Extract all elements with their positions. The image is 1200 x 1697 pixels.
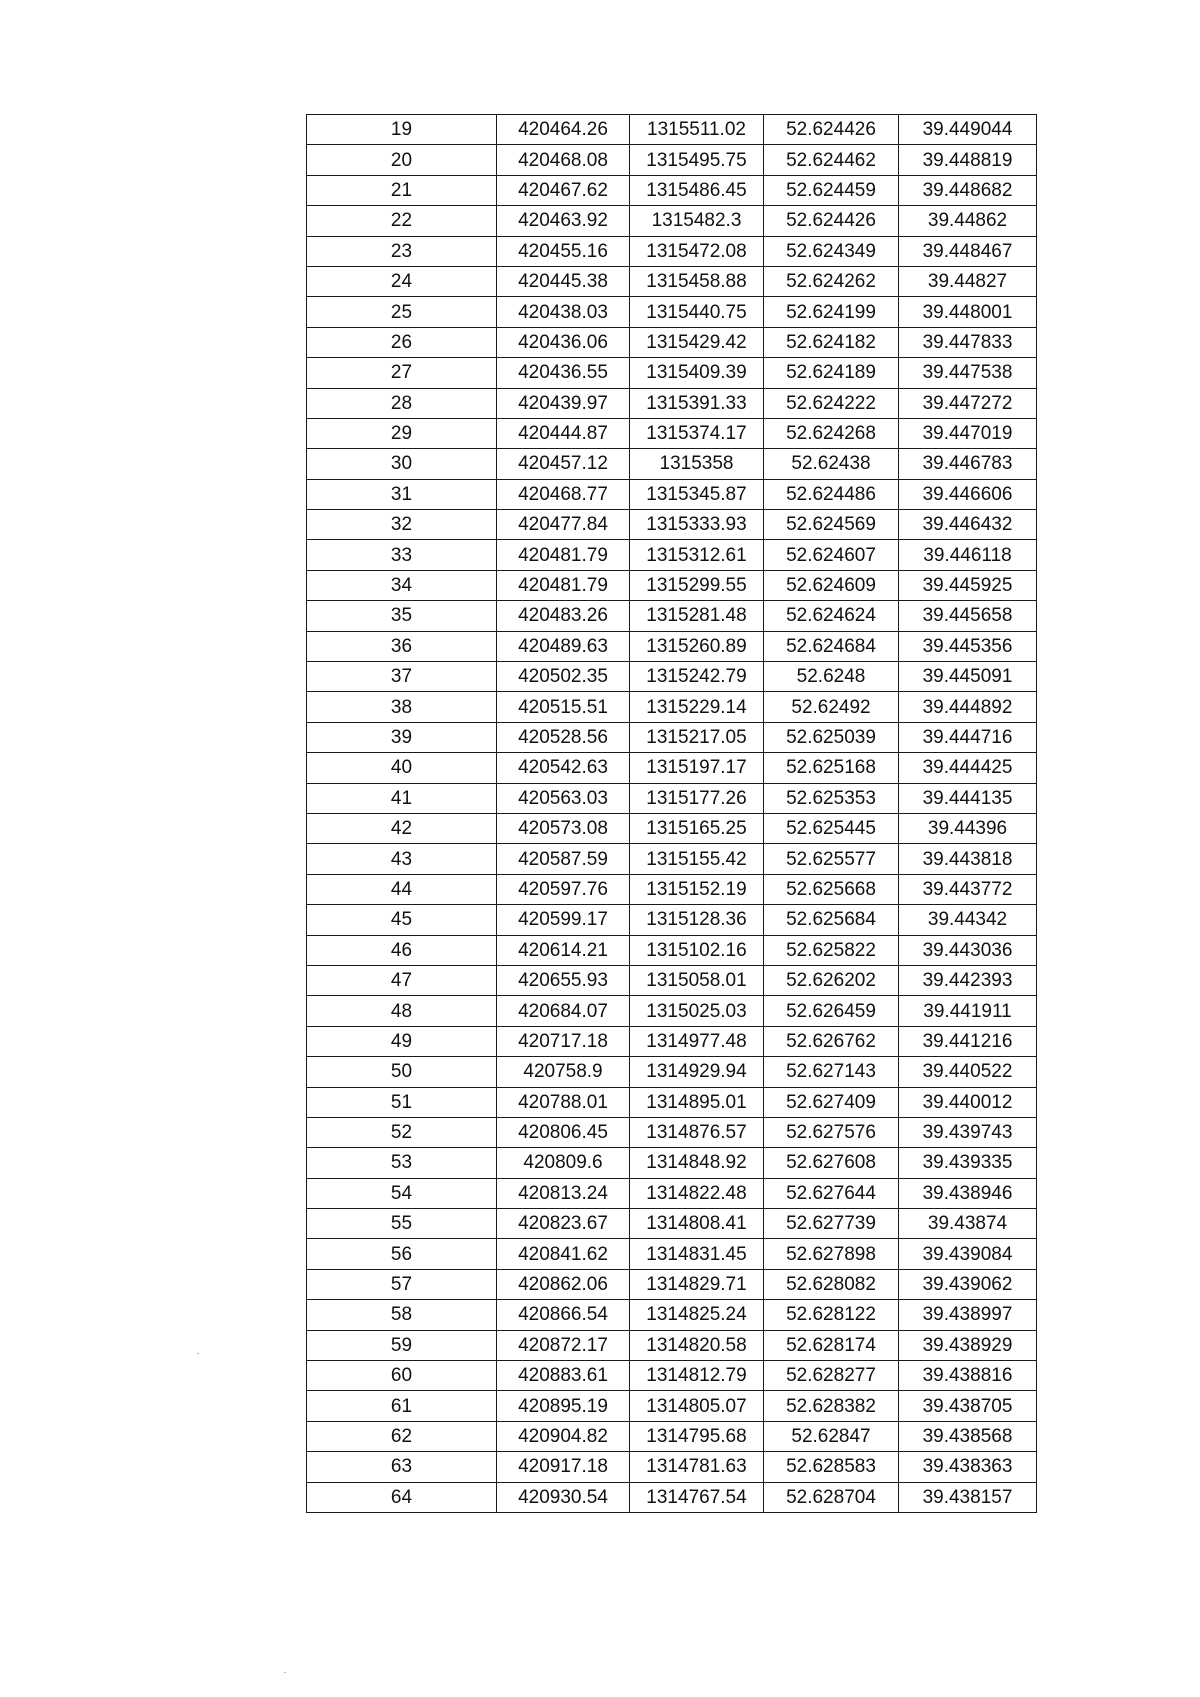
y-coordinate-cell: 1315242.79: [630, 662, 764, 692]
longitude-cell: 39.443818: [899, 844, 1037, 874]
x-coordinate-cell: 420468.08: [497, 145, 630, 175]
latitude-cell: 52.624684: [764, 631, 899, 661]
latitude-cell: 52.624426: [764, 115, 899, 145]
y-coordinate-cell: 1314929.94: [630, 1057, 764, 1087]
y-coordinate-cell: 1315312.61: [630, 540, 764, 570]
table-row: [307, 996, 1037, 1026]
y-coordinate-cell: 1315495.75: [630, 145, 764, 175]
x-coordinate-cell: 420481.79: [497, 540, 630, 570]
point-number-cell: 44: [307, 874, 497, 904]
x-coordinate-cell: 420883.61: [497, 1361, 630, 1391]
table-row: [307, 145, 1037, 175]
longitude-cell: 39.439084: [899, 1239, 1037, 1269]
table-row: [307, 570, 1037, 600]
x-coordinate-cell: 420717.18: [497, 1026, 630, 1056]
table-row: [307, 1300, 1037, 1330]
latitude-cell: 52.628277: [764, 1361, 899, 1391]
latitude-cell: 52.628082: [764, 1269, 899, 1299]
y-coordinate-cell: 1315177.26: [630, 783, 764, 813]
table-row: [307, 236, 1037, 266]
point-number-cell: 37: [307, 662, 497, 692]
longitude-cell: 39.448682: [899, 175, 1037, 205]
point-number-cell: 39: [307, 722, 497, 752]
x-coordinate-cell: 420788.01: [497, 1087, 630, 1117]
table-row: [307, 1330, 1037, 1360]
y-coordinate-cell: 1314767.54: [630, 1482, 764, 1512]
y-coordinate-cell: 1315025.03: [630, 996, 764, 1026]
y-coordinate-cell: 1315152.19: [630, 874, 764, 904]
latitude-cell: 52.626202: [764, 965, 899, 995]
table-row: [307, 327, 1037, 357]
y-coordinate-cell: 1315486.45: [630, 175, 764, 205]
point-number-cell: 57: [307, 1269, 497, 1299]
point-number-cell: 32: [307, 510, 497, 540]
point-number-cell: 59: [307, 1330, 497, 1360]
longitude-cell: 39.445356: [899, 631, 1037, 661]
latitude-cell: 52.62438: [764, 449, 899, 479]
coordinates-table: [306, 114, 1037, 1513]
point-number-cell: 40: [307, 753, 497, 783]
table-row: [307, 1057, 1037, 1087]
longitude-cell: 39.445658: [899, 601, 1037, 631]
y-coordinate-cell: 1315229.14: [630, 692, 764, 722]
latitude-cell: 52.625822: [764, 935, 899, 965]
longitude-cell: 39.446118: [899, 540, 1037, 570]
point-number-cell: 26: [307, 327, 497, 357]
x-coordinate-cell: 420528.56: [497, 722, 630, 752]
y-coordinate-cell: 1315299.55: [630, 570, 764, 600]
point-number-cell: 29: [307, 418, 497, 448]
latitude-cell: 52.625577: [764, 844, 899, 874]
latitude-cell: 52.627644: [764, 1178, 899, 1208]
latitude-cell: 52.627739: [764, 1209, 899, 1239]
longitude-cell: 39.449044: [899, 115, 1037, 145]
x-coordinate-cell: 420445.38: [497, 266, 630, 296]
latitude-cell: 52.624486: [764, 479, 899, 509]
x-coordinate-cell: 420436.06: [497, 327, 630, 357]
latitude-cell: 52.62847: [764, 1421, 899, 1451]
latitude-cell: 52.628583: [764, 1452, 899, 1482]
y-coordinate-cell: 1314831.45: [630, 1239, 764, 1269]
point-number-cell: 63: [307, 1452, 497, 1482]
point-number-cell: 30: [307, 449, 497, 479]
x-coordinate-cell: 420862.06: [497, 1269, 630, 1299]
point-number-cell: 35: [307, 601, 497, 631]
longitude-cell: 39.443036: [899, 935, 1037, 965]
point-number-cell: 52: [307, 1117, 497, 1147]
table-row: [307, 874, 1037, 904]
latitude-cell: 52.624222: [764, 388, 899, 418]
longitude-cell: 39.448001: [899, 297, 1037, 327]
y-coordinate-cell: 1314895.01: [630, 1087, 764, 1117]
point-number-cell: 62: [307, 1421, 497, 1451]
y-coordinate-cell: 1314848.92: [630, 1148, 764, 1178]
point-number-cell: 54: [307, 1178, 497, 1208]
point-number-cell: 55: [307, 1209, 497, 1239]
x-coordinate-cell: 420481.79: [497, 570, 630, 600]
point-number-cell: 50: [307, 1057, 497, 1087]
latitude-cell: 52.627898: [764, 1239, 899, 1269]
table-row: [307, 358, 1037, 388]
x-coordinate-cell: 420563.03: [497, 783, 630, 813]
y-coordinate-cell: 1315482.3: [630, 206, 764, 236]
table-row: [307, 1361, 1037, 1391]
point-number-cell: 24: [307, 266, 497, 296]
x-coordinate-cell: 420809.6: [497, 1148, 630, 1178]
longitude-cell: 39.445091: [899, 662, 1037, 692]
x-coordinate-cell: 420515.51: [497, 692, 630, 722]
table-row: [307, 418, 1037, 448]
longitude-cell: 39.438816: [899, 1361, 1037, 1391]
point-number-cell: 28: [307, 388, 497, 418]
latitude-cell: 52.625039: [764, 722, 899, 752]
x-coordinate-cell: 420502.35: [497, 662, 630, 692]
longitude-cell: 39.44342: [899, 905, 1037, 935]
latitude-cell: 52.624349: [764, 236, 899, 266]
longitude-cell: 39.440522: [899, 1057, 1037, 1087]
y-coordinate-cell: 1314977.48: [630, 1026, 764, 1056]
point-number-cell: 49: [307, 1026, 497, 1056]
latitude-cell: 52.625445: [764, 813, 899, 843]
point-number-cell: 42: [307, 813, 497, 843]
longitude-cell: 39.438157: [899, 1482, 1037, 1512]
y-coordinate-cell: 1314808.41: [630, 1209, 764, 1239]
point-number-cell: 46: [307, 935, 497, 965]
table-row: [307, 1482, 1037, 1512]
point-number-cell: 21: [307, 175, 497, 205]
x-coordinate-cell: 420436.55: [497, 358, 630, 388]
x-coordinate-cell: 420573.08: [497, 813, 630, 843]
y-coordinate-cell: 1315429.42: [630, 327, 764, 357]
y-coordinate-cell: 1315155.42: [630, 844, 764, 874]
longitude-cell: 39.439335: [899, 1148, 1037, 1178]
latitude-cell: 52.628704: [764, 1482, 899, 1512]
y-coordinate-cell: 1315260.89: [630, 631, 764, 661]
y-coordinate-cell: 1315409.39: [630, 358, 764, 388]
longitude-cell: 39.444425: [899, 753, 1037, 783]
point-number-cell: 47: [307, 965, 497, 995]
x-coordinate-cell: 420758.9: [497, 1057, 630, 1087]
table-row: [307, 1391, 1037, 1421]
latitude-cell: 52.624607: [764, 540, 899, 570]
longitude-cell: 39.447272: [899, 388, 1037, 418]
x-coordinate-cell: 420439.97: [497, 388, 630, 418]
x-coordinate-cell: 420467.62: [497, 175, 630, 205]
longitude-cell: 39.446606: [899, 479, 1037, 509]
table-row: [307, 1026, 1037, 1056]
latitude-cell: 52.628174: [764, 1330, 899, 1360]
latitude-cell: 52.625353: [764, 783, 899, 813]
table-row: [307, 388, 1037, 418]
y-coordinate-cell: 1314812.79: [630, 1361, 764, 1391]
table-row: [307, 175, 1037, 205]
y-coordinate-cell: 1315374.17: [630, 418, 764, 448]
point-number-cell: 48: [307, 996, 497, 1026]
y-coordinate-cell: 1315358: [630, 449, 764, 479]
longitude-cell: 39.44396: [899, 813, 1037, 843]
table-row: [307, 510, 1037, 540]
longitude-cell: 39.438705: [899, 1391, 1037, 1421]
latitude-cell: 52.625668: [764, 874, 899, 904]
x-coordinate-cell: 420614.21: [497, 935, 630, 965]
table-row: [307, 813, 1037, 843]
table-row: [307, 631, 1037, 661]
longitude-cell: 39.444716: [899, 722, 1037, 752]
table-row: [307, 935, 1037, 965]
longitude-cell: 39.442393: [899, 965, 1037, 995]
y-coordinate-cell: 1314876.57: [630, 1117, 764, 1147]
y-coordinate-cell: 1314795.68: [630, 1421, 764, 1451]
latitude-cell: 52.62492: [764, 692, 899, 722]
table-row: [307, 1209, 1037, 1239]
x-coordinate-cell: 420806.45: [497, 1117, 630, 1147]
longitude-cell: 39.44827: [899, 266, 1037, 296]
x-coordinate-cell: 420477.84: [497, 510, 630, 540]
x-coordinate-cell: 420655.93: [497, 965, 630, 995]
x-coordinate-cell: 420904.82: [497, 1421, 630, 1451]
point-number-cell: 36: [307, 631, 497, 661]
y-coordinate-cell: 1315217.05: [630, 722, 764, 752]
x-coordinate-cell: 420823.67: [497, 1209, 630, 1239]
point-number-cell: 27: [307, 358, 497, 388]
longitude-cell: 39.444892: [899, 692, 1037, 722]
x-coordinate-cell: 420542.63: [497, 753, 630, 783]
longitude-cell: 39.44862: [899, 206, 1037, 236]
longitude-cell: 39.448819: [899, 145, 1037, 175]
table-row: [307, 1421, 1037, 1451]
y-coordinate-cell: 1315472.08: [630, 236, 764, 266]
x-coordinate-cell: 420587.59: [497, 844, 630, 874]
x-coordinate-cell: 420489.63: [497, 631, 630, 661]
y-coordinate-cell: 1315281.48: [630, 601, 764, 631]
table-row: [307, 601, 1037, 631]
table-row: [307, 449, 1037, 479]
x-coordinate-cell: 420438.03: [497, 297, 630, 327]
table-row: [307, 206, 1037, 236]
y-coordinate-cell: 1315197.17: [630, 753, 764, 783]
latitude-cell: 52.624189: [764, 358, 899, 388]
point-number-cell: 41: [307, 783, 497, 813]
longitude-cell: 39.447019: [899, 418, 1037, 448]
longitude-cell: 39.438363: [899, 1452, 1037, 1482]
latitude-cell: 52.624609: [764, 570, 899, 600]
x-coordinate-cell: 420464.26: [497, 115, 630, 145]
point-number-cell: 22: [307, 206, 497, 236]
point-number-cell: 43: [307, 844, 497, 874]
point-number-cell: 64: [307, 1482, 497, 1512]
longitude-cell: 39.446432: [899, 510, 1037, 540]
longitude-cell: 39.439743: [899, 1117, 1037, 1147]
longitude-cell: 39.43874: [899, 1209, 1037, 1239]
latitude-cell: 52.625684: [764, 905, 899, 935]
latitude-cell: 52.624262: [764, 266, 899, 296]
x-coordinate-cell: 420872.17: [497, 1330, 630, 1360]
y-coordinate-cell: 1315391.33: [630, 388, 764, 418]
table-row: [307, 1269, 1037, 1299]
longitude-cell: 39.438997: [899, 1300, 1037, 1330]
x-coordinate-cell: 420813.24: [497, 1178, 630, 1208]
scan-speck: [284, 1672, 286, 1673]
x-coordinate-cell: 420599.17: [497, 905, 630, 935]
longitude-cell: 39.441216: [899, 1026, 1037, 1056]
coordinates-table-body: [307, 115, 1037, 1513]
table-row: [307, 115, 1037, 145]
table-row: [307, 297, 1037, 327]
y-coordinate-cell: 1315511.02: [630, 115, 764, 145]
point-number-cell: 60: [307, 1361, 497, 1391]
table-row: [307, 692, 1037, 722]
table-row: [307, 1239, 1037, 1269]
point-number-cell: 23: [307, 236, 497, 266]
table-row: [307, 1117, 1037, 1147]
y-coordinate-cell: 1315165.25: [630, 813, 764, 843]
y-coordinate-cell: 1315058.01: [630, 965, 764, 995]
table-row: [307, 965, 1037, 995]
latitude-cell: 52.624462: [764, 145, 899, 175]
x-coordinate-cell: 420463.92: [497, 206, 630, 236]
latitude-cell: 52.624569: [764, 510, 899, 540]
x-coordinate-cell: 420455.16: [497, 236, 630, 266]
point-number-cell: 45: [307, 905, 497, 935]
latitude-cell: 52.624182: [764, 327, 899, 357]
table-row: [307, 540, 1037, 570]
table-row: [307, 753, 1037, 783]
latitude-cell: 52.627143: [764, 1057, 899, 1087]
y-coordinate-cell: 1315440.75: [630, 297, 764, 327]
table-row: [307, 479, 1037, 509]
latitude-cell: 52.628382: [764, 1391, 899, 1421]
longitude-cell: 39.438929: [899, 1330, 1037, 1360]
latitude-cell: 52.624199: [764, 297, 899, 327]
table-row: [307, 722, 1037, 752]
table-row: [307, 662, 1037, 692]
latitude-cell: 52.627608: [764, 1148, 899, 1178]
y-coordinate-cell: 1315333.93: [630, 510, 764, 540]
x-coordinate-cell: 420866.54: [497, 1300, 630, 1330]
y-coordinate-cell: 1315458.88: [630, 266, 764, 296]
x-coordinate-cell: 420483.26: [497, 601, 630, 631]
point-number-cell: 53: [307, 1148, 497, 1178]
latitude-cell: 52.624624: [764, 601, 899, 631]
y-coordinate-cell: 1315102.16: [630, 935, 764, 965]
longitude-cell: 39.440012: [899, 1087, 1037, 1117]
x-coordinate-cell: 420444.87: [497, 418, 630, 448]
latitude-cell: 52.626762: [764, 1026, 899, 1056]
latitude-cell: 52.627409: [764, 1087, 899, 1117]
point-number-cell: 19: [307, 115, 497, 145]
latitude-cell: 52.6248: [764, 662, 899, 692]
longitude-cell: 39.441911: [899, 996, 1037, 1026]
table-row: [307, 266, 1037, 296]
point-number-cell: 51: [307, 1087, 497, 1117]
y-coordinate-cell: 1314829.71: [630, 1269, 764, 1299]
x-coordinate-cell: 420930.54: [497, 1482, 630, 1512]
x-coordinate-cell: 420684.07: [497, 996, 630, 1026]
x-coordinate-cell: 420468.77: [497, 479, 630, 509]
point-number-cell: 33: [307, 540, 497, 570]
table-row: [307, 1087, 1037, 1117]
longitude-cell: 39.447538: [899, 358, 1037, 388]
table-row: [307, 1148, 1037, 1178]
longitude-cell: 39.443772: [899, 874, 1037, 904]
point-number-cell: 25: [307, 297, 497, 327]
point-number-cell: 20: [307, 145, 497, 175]
x-coordinate-cell: 420895.19: [497, 1391, 630, 1421]
y-coordinate-cell: 1315128.36: [630, 905, 764, 935]
y-coordinate-cell: 1314822.48: [630, 1178, 764, 1208]
longitude-cell: 39.448467: [899, 236, 1037, 266]
y-coordinate-cell: 1315345.87: [630, 479, 764, 509]
point-number-cell: 38: [307, 692, 497, 722]
latitude-cell: 52.624459: [764, 175, 899, 205]
point-number-cell: 58: [307, 1300, 497, 1330]
y-coordinate-cell: 1314825.24: [630, 1300, 764, 1330]
table-row: [307, 783, 1037, 813]
table-row: [307, 905, 1037, 935]
x-coordinate-cell: 420841.62: [497, 1239, 630, 1269]
latitude-cell: 52.628122: [764, 1300, 899, 1330]
point-number-cell: 56: [307, 1239, 497, 1269]
latitude-cell: 52.627576: [764, 1117, 899, 1147]
longitude-cell: 39.438568: [899, 1421, 1037, 1451]
point-number-cell: 31: [307, 479, 497, 509]
longitude-cell: 39.447833: [899, 327, 1037, 357]
y-coordinate-cell: 1314781.63: [630, 1452, 764, 1482]
longitude-cell: 39.438946: [899, 1178, 1037, 1208]
longitude-cell: 39.446783: [899, 449, 1037, 479]
x-coordinate-cell: 420917.18: [497, 1452, 630, 1482]
table-row: [307, 844, 1037, 874]
table-row: [307, 1452, 1037, 1482]
latitude-cell: 52.624426: [764, 206, 899, 236]
point-number-cell: 34: [307, 570, 497, 600]
point-number-cell: 61: [307, 1391, 497, 1421]
y-coordinate-cell: 1314805.07: [630, 1391, 764, 1421]
longitude-cell: 39.444135: [899, 783, 1037, 813]
table-row: [307, 1178, 1037, 1208]
scan-speck: [197, 1353, 199, 1354]
latitude-cell: 52.624268: [764, 418, 899, 448]
x-coordinate-cell: 420597.76: [497, 874, 630, 904]
x-coordinate-cell: 420457.12: [497, 449, 630, 479]
longitude-cell: 39.439062: [899, 1269, 1037, 1299]
longitude-cell: 39.445925: [899, 570, 1037, 600]
latitude-cell: 52.626459: [764, 996, 899, 1026]
y-coordinate-cell: 1314820.58: [630, 1330, 764, 1360]
latitude-cell: 52.625168: [764, 753, 899, 783]
